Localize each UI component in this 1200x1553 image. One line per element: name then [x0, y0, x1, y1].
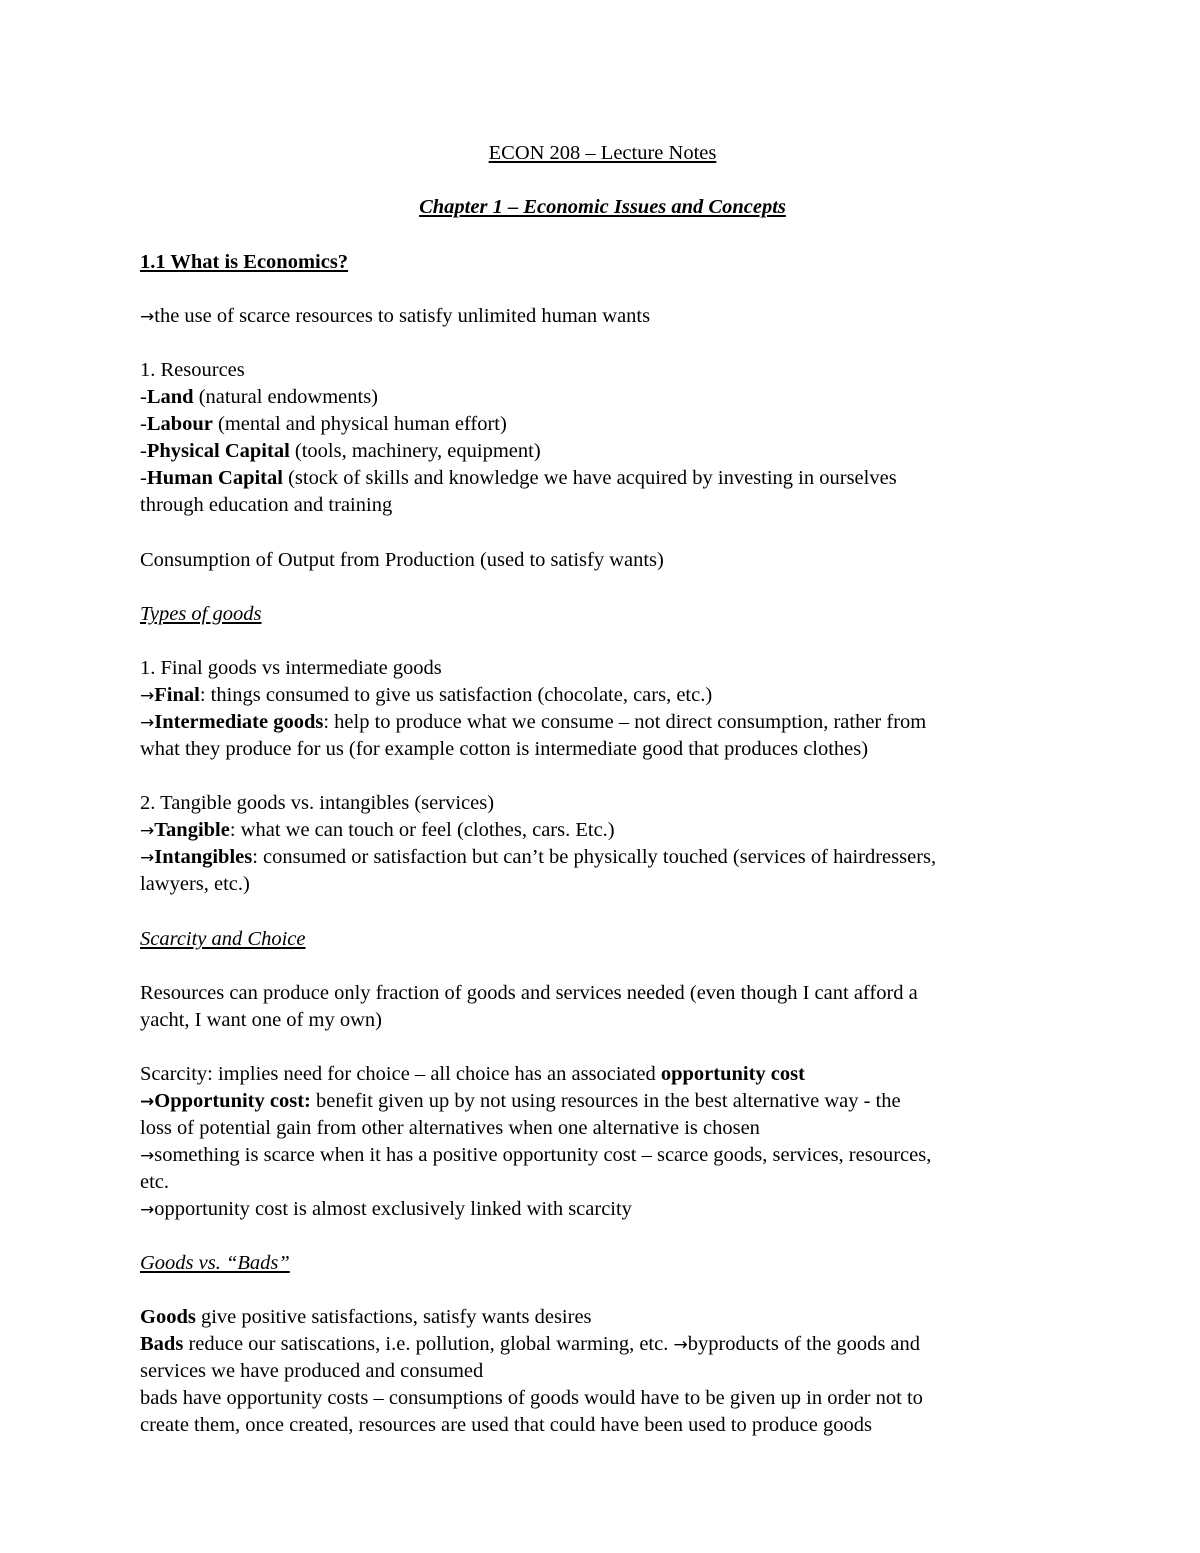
arrow-icon: →	[140, 821, 155, 841]
goods-line	[140, 1304, 592, 1331]
tangible-line	[140, 817, 615, 845]
section-heading-text: 1.1 What is Economics?	[140, 251, 349, 273]
opportunity-cost-cont: loss of potential gain from other alternatives when one alternative is chosen	[140, 1117, 760, 1139]
tangible-term: Tangible	[154, 819, 230, 841]
scarce-cont: etc.	[140, 1171, 170, 1193]
arrow-icon: →	[140, 713, 155, 733]
scarcity-choice-text: Scarcity: implies need for choice – all choice has an associated	[140, 1063, 661, 1085]
human-capital-desc-cont: through education and training	[140, 494, 393, 516]
tangible-vs-intangible-heading: 2. Tangible goods vs. intangibles (services)	[140, 792, 495, 814]
intangible-desc: : consumed or satisfaction but can’t be physically touched (services of hairdressers,	[252, 846, 937, 868]
land-desc: (natural endowments)	[193, 386, 379, 408]
intermediate-goods-line	[140, 709, 926, 737]
scarcity-heading-text: Scarcity and Choice	[140, 928, 306, 950]
bads-term: Bads	[140, 1333, 184, 1355]
goods-desc: give positive satisfactions, satisfy wants desires	[195, 1306, 592, 1328]
intangible-line	[140, 844, 936, 872]
physical-capital-term: Physical Capital	[146, 440, 290, 462]
resources-heading: 1. Resources	[140, 359, 245, 381]
linked-text: opportunity cost is almost exclusively linked with scarcity	[154, 1198, 632, 1220]
resource-human-capital: -Human Capital (stock of skills and knowledge we have acquired by investing in ourselves	[140, 467, 897, 489]
oc-desc: benefit given up by not using resources in the best alternative way - the	[310, 1090, 901, 1112]
arrow-icon: →	[140, 686, 155, 706]
scarcity-p1-line2: yacht, I want one of my own)	[140, 1009, 382, 1031]
document-title-text: ECON 208 – Lecture Notes	[488, 142, 717, 164]
final-vs-intermediate-heading: 1. Final goods vs intermediate goods	[140, 657, 442, 679]
consumption-line: Consumption of Output from Production (used to satisfy wants)	[140, 549, 664, 571]
human-capital-desc: (stock of skills and knowledge we have acquired by investing in ourselves	[282, 467, 897, 489]
arrow-icon: →	[140, 1200, 155, 1220]
linked-line	[140, 1196, 632, 1224]
human-capital-term: Human Capital	[146, 467, 283, 489]
goods-bads-heading	[140, 1250, 290, 1277]
bads-byproducts: byproducts of the goods and	[687, 1333, 921, 1355]
bads-line	[140, 1331, 920, 1359]
arrow-icon: →	[673, 1335, 688, 1355]
chapter-heading-text: Chapter 1 – Economic Issues and Concepts	[419, 196, 786, 218]
economics-definition	[140, 303, 650, 331]
scarce-line	[140, 1142, 931, 1170]
intermediate-desc: : help to produce what we consume – not direct consumption, rather from	[323, 711, 927, 733]
opportunity-cost-line	[140, 1088, 901, 1116]
scarcity-p1-line1: Resources can produce only fraction of goods and services needed (even though I cant afford a	[140, 982, 918, 1004]
intermediate-term: Intermediate goods	[154, 711, 324, 733]
arrow-icon: →	[140, 848, 155, 868]
section-heading	[140, 249, 348, 276]
labour-desc: (mental and physical human effort)	[212, 413, 507, 435]
resource-labour: -Labour (mental and physical human effort)	[140, 413, 507, 435]
opportunity-cost-term: opportunity cost	[660, 1063, 805, 1085]
bads-oc-line1: bads have opportunity costs – consumptions of goods would have to be given up in order not to	[140, 1387, 923, 1409]
intangible-term: Intangibles	[154, 846, 253, 868]
final-term: Final	[154, 684, 200, 706]
bads-desc: reduce our satiscations, i.e. pollution, global warming, etc.	[183, 1333, 674, 1355]
arrow-icon: →	[140, 307, 155, 327]
scarcity-heading	[140, 926, 305, 953]
chapter-heading	[140, 194, 1065, 221]
final-desc: : things consumed to give us satisfaction (chocolate, cars, etc.)	[199, 684, 713, 706]
intermediate-goods-cont: what they produce for us (for example cotton is intermediate good that produces clothes)	[140, 738, 869, 760]
goods-term: Goods	[140, 1306, 196, 1328]
types-of-goods-heading-text: Types of goods	[140, 603, 262, 625]
resource-land: -Land (natural endowments)	[140, 386, 379, 408]
land-term: Land	[146, 386, 194, 408]
bads-oc-line2: create them, once created, resources are used that could have been used to produce goods	[140, 1414, 872, 1436]
scarcity-choice-line	[140, 1061, 805, 1088]
arrow-icon: →	[140, 1092, 155, 1112]
definition-text: the use of scarce resources to satisfy unlimited human wants	[154, 305, 651, 327]
goods-bads-heading-text: Goods vs. “Bads”	[140, 1252, 290, 1274]
intangible-cont: lawyers, etc.)	[140, 873, 250, 895]
labour-term: Labour	[146, 413, 213, 435]
document-title	[140, 140, 1065, 167]
physical-capital-desc: (tools, machinery, equipment)	[289, 440, 541, 462]
resource-physical-capital: -Physical Capital (tools, machinery, equipment)	[140, 440, 541, 462]
tangible-desc: : what we can touch or feel (clothes, cars. Etc.)	[229, 819, 615, 841]
oc-term: Opportunity cost:	[154, 1090, 311, 1112]
arrow-icon: →	[140, 1146, 155, 1166]
bads-cont: services we have produced and consumed	[140, 1360, 484, 1382]
scarce-text: something is scarce when it has a positive opportunity cost – scarce goods, services, resources,	[154, 1144, 932, 1166]
final-goods-line	[140, 682, 712, 710]
types-of-goods-heading	[140, 601, 261, 628]
